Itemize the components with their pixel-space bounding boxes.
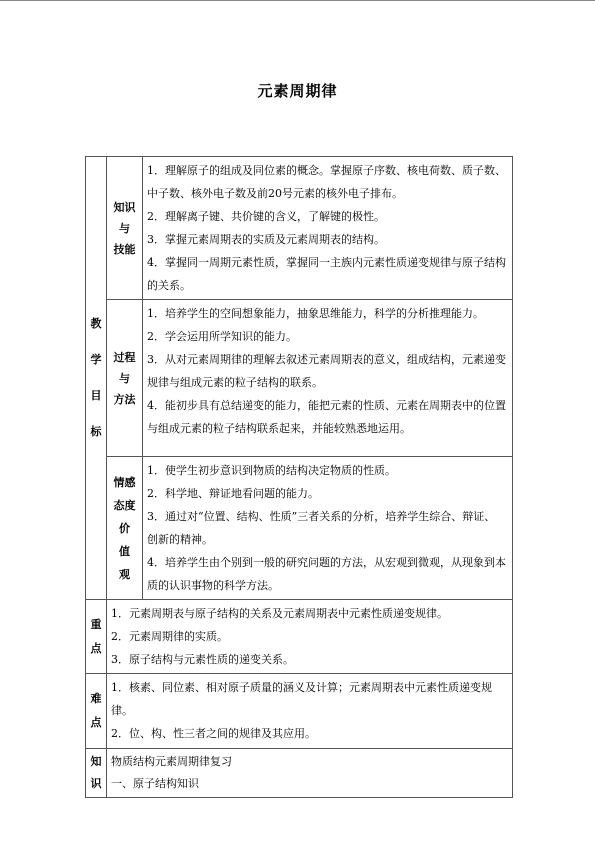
page-top-rule [0,0,595,1]
knowledge-content: 物质结构元素周期律复习 一、原子结构知识 [107,749,513,798]
knowledge-skills-content: 1．理解原子的组成及同位素的概念。掌握原子序数、核电荷数、质子数、中子数、核外电子数及前20号元素的核外电子排布。 2．理解离子键、共价键的含义，了解键的极性。 3．掌握元素周期表的实质及元素周期表的结构。 4．掌握同一周期元素性质，掌握同一主族内元素性质递变规律与原子结构的关系。 [143,157,513,300]
table-row [86,674,513,749]
process-method-content: 1．培养学生的空间想象能力，抽象思维能力，科学的分析推理能力。 2．学会运用所学知识的能力。 3．从对元素周期律的理解去叙述元素周期表的意义，组成结构，元素递变规律与组成元素的粒子结构的联系。 4．能初步具有总结递变的能力，能把元素的性质、元素在周期表中的位置与组成元素的粒子结构联系起来，并能较熟悉地运用。 [143,300,513,457]
key-points-header: 重 点 [86,600,107,674]
lesson-plan-table [85,156,513,798]
knowledge-skills-label: 知识 与 技能 [107,157,143,300]
table-row [86,457,513,600]
process-method-label: 过程 与 方法 [107,300,143,457]
emotion-attitude-values-label: 情感 态度 价 值 观 [107,457,143,600]
teaching-goals-header: 教 学 目 标 [86,157,107,600]
table-row [86,300,513,457]
difficult-points-header: 难 点 [86,674,107,749]
knowledge-header: 知 识 [86,749,107,798]
emotion-attitude-values-content: 1．使学生初步意识到物质的结构决定物质的性质。 2．科学地、辩证地看问题的能力。 3．通过对“位置、结构、性质”三者关系的分析，培养学生综合、辩证、创新的精神。 4．培养学生由个别到一般的研究问题的方法，从宏观到微观，从现象到本质的认识事物的科学方法。 [143,457,513,600]
page-title: 元素周期律 [257,82,338,100]
difficult-points-content: 1．核素、同位素、相对原子质量的涵义及计算；元素周期表中元素性质递变规律。 2．位、构、性三者之间的规律及其应用。 [107,674,513,749]
table-row [86,749,513,798]
key-points-content: 1．元素周期表与原子结构的关系及元素周期表中元素性质递变规律。 2．元素周期律的实质。 3．原子结构与元素性质的递变关系。 [107,600,513,674]
table-row [86,157,513,300]
table-row [86,600,513,674]
